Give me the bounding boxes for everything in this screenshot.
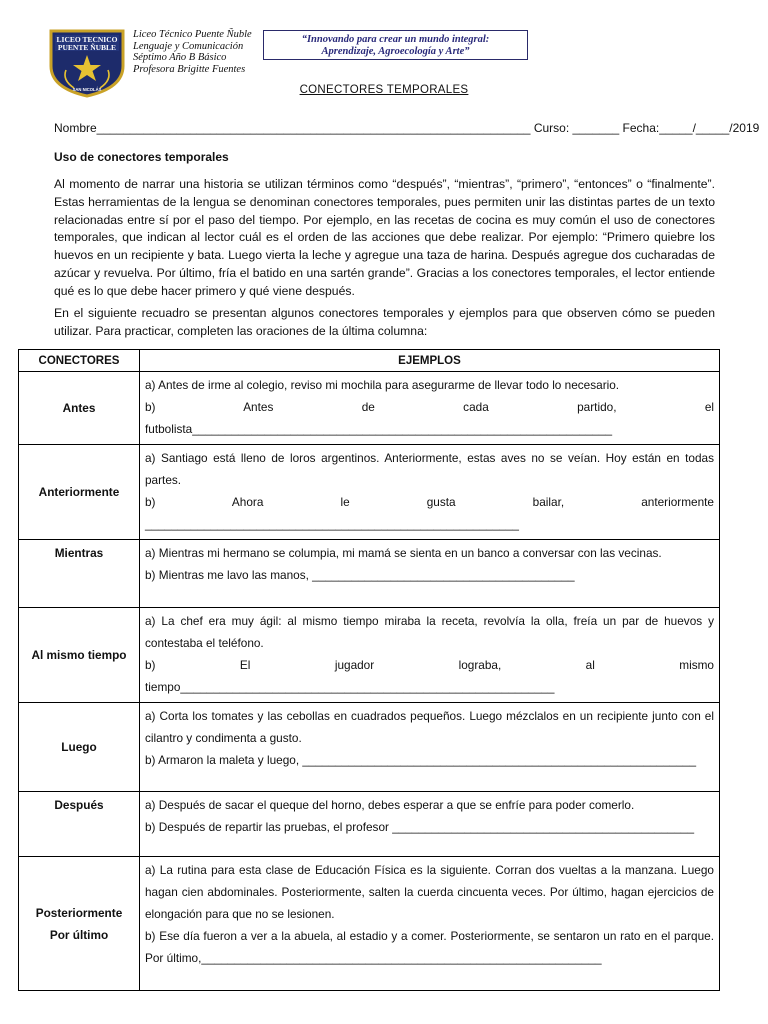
header-connectors: CONECTORES: [19, 350, 140, 372]
school-info: [133, 29, 252, 75]
example-a: a) La chef era muy ágil: al mismo tiempo miraba la receta, revolvía la olla, freía un par de huevos y contestaba el teléfono.: [145, 614, 714, 650]
examples-cell: [140, 857, 720, 991]
example-b-fill-in[interactable]: b) Ahora le gusta bailar, anteriormente _________________________________________________________: [145, 495, 714, 531]
example-b-fill-in[interactable]: b) Después de repartir las pruebas, el profesor ______________________________________________: [145, 820, 695, 834]
header-examples: EJEMPLOS: [140, 350, 720, 372]
connector-cell: [19, 540, 140, 608]
subject-name: Lenguaje y Comunicación: [133, 40, 244, 52]
example-a: a) Corta los tomates y las cebollas en cuadrados pequeños. Luego mézclalos en un recipiente junto con el cilantro y condimenta a gusto.: [145, 709, 714, 745]
table-row: [19, 703, 720, 792]
motto-line1: “Innovando para crear un mundo integral:: [301, 34, 490, 45]
connector-cell: [19, 608, 140, 703]
table-row: [19, 445, 720, 540]
logo-text-line2: PUENTE ÑUBLE: [57, 43, 117, 52]
example-b-fill-in[interactable]: b) Mientras me lavo las manos, ________________________________________: [145, 568, 575, 582]
connector-label: Luego: [61, 740, 97, 754]
school-name: Liceo Técnico Puente Ñuble: [133, 29, 252, 40]
connector-label: Mientras: [54, 546, 104, 560]
connector-label: Antes: [62, 401, 96, 415]
section-heading: Uso de conectores temporales: [54, 150, 229, 164]
table-row: [19, 792, 720, 857]
table-row: [19, 857, 720, 991]
table-row: [19, 372, 720, 445]
connector-cell: [19, 857, 140, 991]
connector-label: Por último: [49, 927, 109, 942]
table-header-row: [19, 350, 720, 372]
connector-label: Al mismo tiempo: [31, 648, 127, 662]
example-a: a) Santiago está lleno de loros argentinos. Anteriormente, estas aves no se veían. Hoy están en todas partes.: [145, 451, 714, 487]
example-a: a) Después de sacar el queque del horno, debes esperar a que se enfríe para poder comerlo.: [145, 798, 635, 812]
connector-label: Después: [54, 798, 104, 812]
document-title: CONECTORES TEMPORALES: [299, 84, 469, 96]
example-b-fill-in[interactable]: b) Ese día fueron a ver a la abuela, al estadio y a comer. Posteriormente, se sentaron un rato en el parque. Por último,_____________________________________________________________: [145, 929, 714, 965]
connector-label: Anteriormente: [38, 485, 120, 499]
connector-cell: [19, 372, 140, 445]
connector-cell: [19, 445, 140, 540]
motto-box: [263, 30, 528, 60]
logo-text-line1: LICEO TECNICO: [56, 35, 118, 44]
example-a: a) Antes de irme al colegio, reviso mi mochila para asegurarme de llevar todo lo necesario.: [145, 378, 620, 392]
example-b-fill-in[interactable]: b) El jugador lograba, al mismo tiempo_________________________________________________________: [145, 658, 714, 694]
examples-cell: [140, 372, 720, 445]
connector-cell: [19, 792, 140, 857]
connectors-table: [18, 349, 720, 991]
examples-cell: [140, 445, 720, 540]
examples-cell: [140, 703, 720, 792]
student-info-form-line[interactable]: Nombre_________________________________________________________________ Curso: _______ Fecha:_____/_____/2019: [54, 121, 760, 135]
motto-line2: Aprendizaje, Agroecología y Arte”: [321, 46, 470, 57]
teacher-name: Profesora Brigitte Fuentes: [133, 63, 246, 75]
instructions-paragraph: En el siguiente recuadro se presentan algunos conectores temporales y ejemplos para que observen cómo se pueden utilizar. Para practicar, completen las oraciones de la última columna:: [54, 306, 715, 338]
intro-paragraph: Al momento de narrar una historia se utilizan términos como “después”, “mientras”, “primero”, “entonces” o “finalmente”. Estas herramientas de la lengua se denominan conectores temporales, pues permiten unir las distintas partes de un texto relacionadas entre sí por el paso del tiempo. Por ejemplo, en las recetas de cocina es muy común el uso de conectores temporales, que indican al lector cuál es el orden de las acciones que debe realizar. Por ejemplo: “Primero quiebre los huevos en un recipiente y bata. Luego vierta la leche y agregue una taza de harina. Después agregue dos cucharadas de azúcar y revuelva. Por último, fría el batido en una sartén grande”. Gracias a los conectores temporales, el lector entiende qué es lo que debe hacer primero y qué viene después.: [54, 177, 715, 298]
example-a: a) Mientras mi hermano se columpia, mi mamá se sienta en un banco a conversar con las vecinas.: [145, 546, 662, 560]
example-b-fill-in[interactable]: b) Armaron la maleta y luego, ____________________________________________________________: [145, 753, 697, 767]
examples-cell: [140, 540, 720, 608]
connector-label: Posteriormente: [35, 905, 123, 920]
examples-cell: [140, 792, 720, 857]
table-row: [19, 608, 720, 703]
examples-cell: [140, 608, 720, 703]
course-name: Séptimo Año B Básico: [133, 52, 227, 63]
example-a: a) La rutina para esta clase de Educación Física es la siguiente. Corran dos vueltas a la manzana. Luego hagan cien abdominales. Posteriormente, salten la cuerda cincuenta veces. Por último, hagan ejercicios de elongación para que no se lesionen.: [145, 863, 714, 921]
table-row: [19, 540, 720, 608]
example-b-fill-in[interactable]: b) Antes de cada partido, el futbolista________________________________________________________________: [145, 400, 714, 436]
logo-text-bottom: SAN NICOLÁS: [72, 87, 102, 92]
connector-cell: [19, 703, 140, 792]
